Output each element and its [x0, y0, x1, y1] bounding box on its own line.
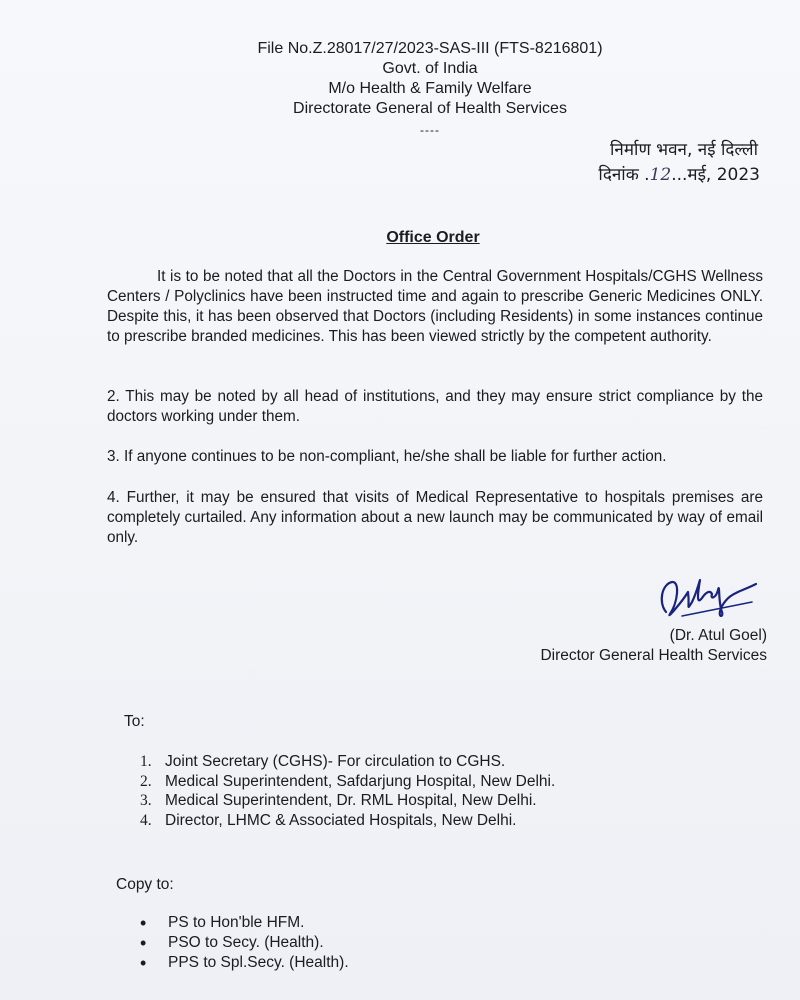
file-number: File No.Z.28017/27/2023-SAS-III (FTS-8216801): [257, 40, 603, 57]
list-item: [140, 933, 349, 953]
copy-to-list: [140, 913, 349, 973]
list-number: 4.: [140, 811, 152, 829]
paragraph-4: 4. Further, it may be ensured that visits of Medical Representative to hospitals premises are completely curtailed. Any information about a new launch may be communicated by way of email only.: [107, 489, 763, 546]
list-item: [130, 811, 555, 831]
date-prefix: दिनांक .: [598, 165, 650, 185]
list-text: Medical Superintendent, Safdarjung Hospital, New Delhi.: [165, 772, 556, 790]
list-text: PSO to Secy. (Health).: [168, 934, 324, 951]
list-number: 3.: [140, 792, 152, 809]
list-text: Joint Secretary (CGHS)- For circulation to CGHS.: [165, 753, 506, 770]
list-text: Medical Superintendent, Dr. RML Hospital, New Delhi.: [165, 792, 537, 809]
date-line: [598, 162, 760, 185]
list-item: [130, 772, 555, 792]
to-label: To:: [124, 713, 145, 730]
paragraph-1-text: It is to be noted that all the Doctors in the Central Government Hospitals/CGHS Wellness Centers / Polyclinics have been instructed time and again to prescribe Generic Medicines ONLY. Despite this, it has been observed that Doctors (including Residents) in some instances continue to prescribe branded medicines. This has been viewed strictly by the competent authority.: [107, 268, 763, 345]
paragraph-2: 2. This may be noted by all head of institutions, and they may ensure strict compliance by the doctors working under them.: [107, 388, 763, 425]
copy-to-label: Copy to:: [116, 876, 174, 893]
govt-of-india: Govt. of India: [382, 60, 478, 77]
signatory-designation: Director General Health Services: [540, 647, 767, 664]
date-suffix: ...मई, 2023: [671, 165, 760, 185]
list-item: [130, 752, 555, 772]
date-day: 12: [649, 165, 672, 185]
bullet-icon: •: [140, 933, 147, 953]
directorate-name: Directorate General of Health Services: [293, 100, 567, 117]
ministry-name: M/o Health & Family Welfare: [328, 80, 532, 97]
signatory-name: (Dr. Atul Goel): [669, 627, 767, 644]
list-text: PPS to Spl.Secy. (Health).: [168, 954, 349, 971]
list-number: 1.: [140, 753, 152, 770]
signature-image: [652, 572, 762, 624]
list-text: Director, LHMC & Associated Hospitals, New Delhi.: [165, 811, 517, 829]
list-item: [130, 791, 555, 811]
list-item: [140, 913, 349, 933]
bullet-icon: •: [140, 913, 147, 933]
list-number: 2.: [140, 772, 152, 790]
recipient-list: [130, 752, 555, 830]
list-text: PS to Hon'ble HFM.: [168, 914, 305, 931]
header-separator: ----: [420, 123, 440, 137]
place-line: निर्माण भवन, नई दिल्ली: [610, 140, 758, 160]
office-order-title: Office Order: [386, 229, 480, 246]
bullet-icon: •: [140, 953, 147, 973]
paragraph-1: [107, 267, 763, 347]
paragraph-3: 3. If anyone continues to be non-compliant, he/she shall be liable for further action.: [107, 448, 667, 465]
list-item: [140, 953, 349, 973]
